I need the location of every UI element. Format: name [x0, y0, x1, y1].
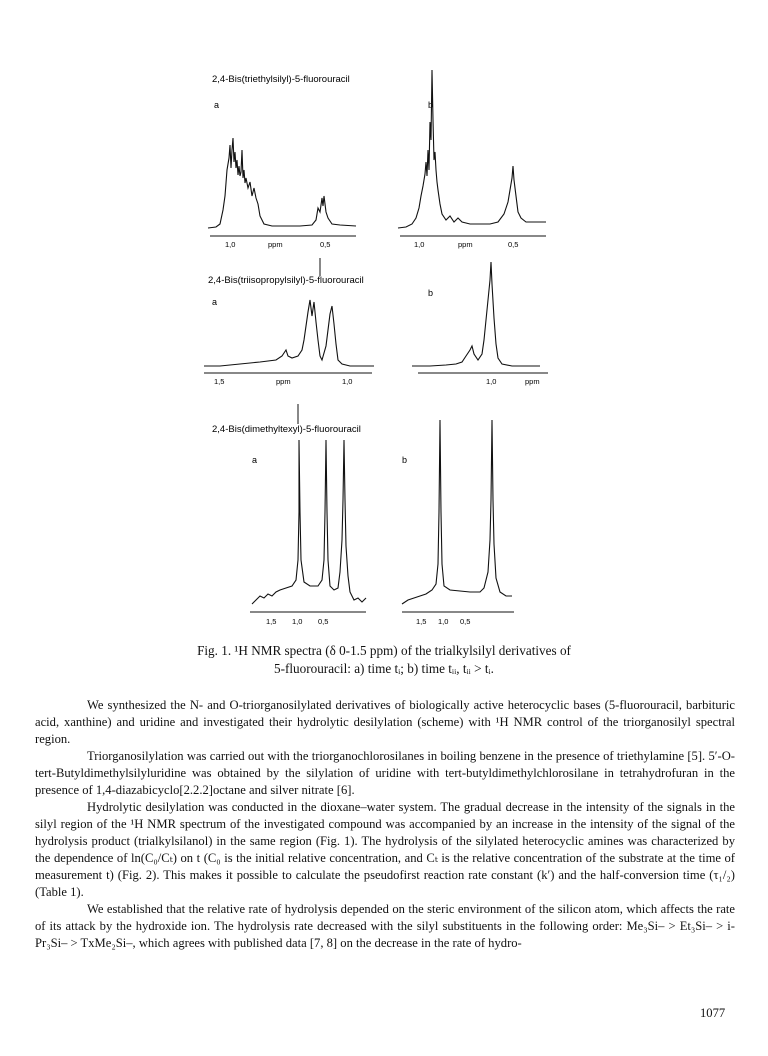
figure-caption-line2: 5-fluorouracil: a) time tᵢ; b) time tᵢᵢ, tᵢᵢ > tᵢ. — [274, 661, 494, 676]
body-text — [35, 697, 735, 952]
figure-caption-line1: Fig. 1. ¹H NMR spectra (δ 0-1.5 ppm) of the trialkylsilyl derivatives of — [197, 643, 571, 658]
panel2-tick-b-0: 1,0 — [486, 377, 497, 386]
panel1-tick-a-1: ppm — [268, 240, 283, 249]
panel1-tick-b-1: ppm — [458, 240, 473, 249]
panel1-tick-b-0: 1,0 — [414, 240, 425, 249]
panel3-tick-b-2: 0,5 — [460, 617, 471, 626]
panel2-spectrum-b — [412, 262, 540, 366]
panel3-tick-b-0: 1,5 — [416, 617, 427, 626]
panel3-label-a: a — [252, 455, 258, 465]
panel1-label-b: b — [428, 100, 434, 110]
panel1-spectrum-b — [398, 70, 546, 228]
panel1-spectrum-a — [208, 138, 356, 228]
panel2-label-a: a — [212, 297, 218, 307]
paragraph: Hydrolytic desilylation was conducted in the dioxane–water system. The gradual decrease in the intensity of the signals in the silyl region of the ¹H NMR spectrum of the investigated compound was accompanied by an increase in the intensity of the signal of the hydrolysis product (trialkylsilanol) in the same region (Fig. 1). The hydrolysis of the silylated heterocyclic amines was characterized by the dependence of ln(C₀/Cₜ) on t (C₀ is the initial relative concentration, and Cₜ is the relative concentration of the substrate at the time of measurement t) (Fig. 2). This makes it possible to calculate the pseudofirst reaction rate constant (k′) and the half-conversion time (τ₁/₂) (Table 1). — [35, 800, 735, 899]
panel1-tick-a-2: 0,5 — [320, 240, 331, 249]
panel3-tick-a-0: 1,5 — [266, 617, 277, 626]
panel3-tick-b-1: 1,0 — [438, 617, 449, 626]
panel2-tick-a-2: 1,0 — [342, 377, 353, 386]
panel3-tick-a-2: 0,5 — [318, 617, 329, 626]
page-number: 1077 — [700, 1006, 726, 1020]
panel2-spectrum-a — [204, 300, 374, 366]
panel3-title: 2,4-Bis(dimethyltexyl)-5-fluorouracil — [212, 424, 361, 435]
panel2-title: 2,4-Bis(triisopropylsilyl)-5-fluorouracil — [208, 275, 364, 286]
paragraph: We established that the relative rate of hydrolysis depended on the steric environment of the silicon atom, which affects the rate of its attack by the hydroxide ion. The hydrolysis rate decreased with the silyl substituents in the following order: Me₃Si– > Et₃Si– > i-Pr₃Si– > TxMe₂Si–, which agrees with published data [7, 8] on the decrease in the rate of hydro- — [35, 902, 735, 950]
panel3-label-b: b — [402, 455, 408, 465]
paragraph: We synthesized the N- and O-triorganosilylated derivatives of biologically active heterocyclic bases (5-fluorouracil, barbituric acid, xanthine) and uridine and investigated their hydrolytic desilylation (scheme) with ¹H NMR control of the triorganosilyl spectral region. — [35, 698, 735, 746]
panel1-label-a: a — [214, 100, 220, 110]
panel3-spectrum-b — [402, 420, 512, 604]
panel2-label-b: b — [428, 288, 434, 298]
panel2-tick-a-0: 1,5 — [214, 377, 225, 386]
panel1-tick-a-0: 1,0 — [225, 240, 236, 249]
panel3-spectrum-a — [252, 440, 366, 604]
panel1-title: 2,4-Bis(triethylsilyl)-5-fluorouracil — [212, 74, 350, 85]
paragraph: Triorganosilylation was carried out with the triorganochlorosilanes in boiling benzene in the presence of triethylamine [5]. 5′-O-tert-Butyldimethylsilyluridine was obtained by the silylation of uridine with tert-butyldimethylchlorosilane in tetrahydrofuran in the presence of 1,4-diazabicyclo[2.2.2]octane and silver nitrate [6]. — [35, 749, 735, 797]
panel2-tick-b-1: ppm — [525, 377, 540, 386]
panel1-tick-b-2: 0,5 — [508, 240, 519, 249]
panel3-tick-a-1: 1,0 — [292, 617, 303, 626]
panel2-tick-a-1: ppm — [276, 377, 291, 386]
